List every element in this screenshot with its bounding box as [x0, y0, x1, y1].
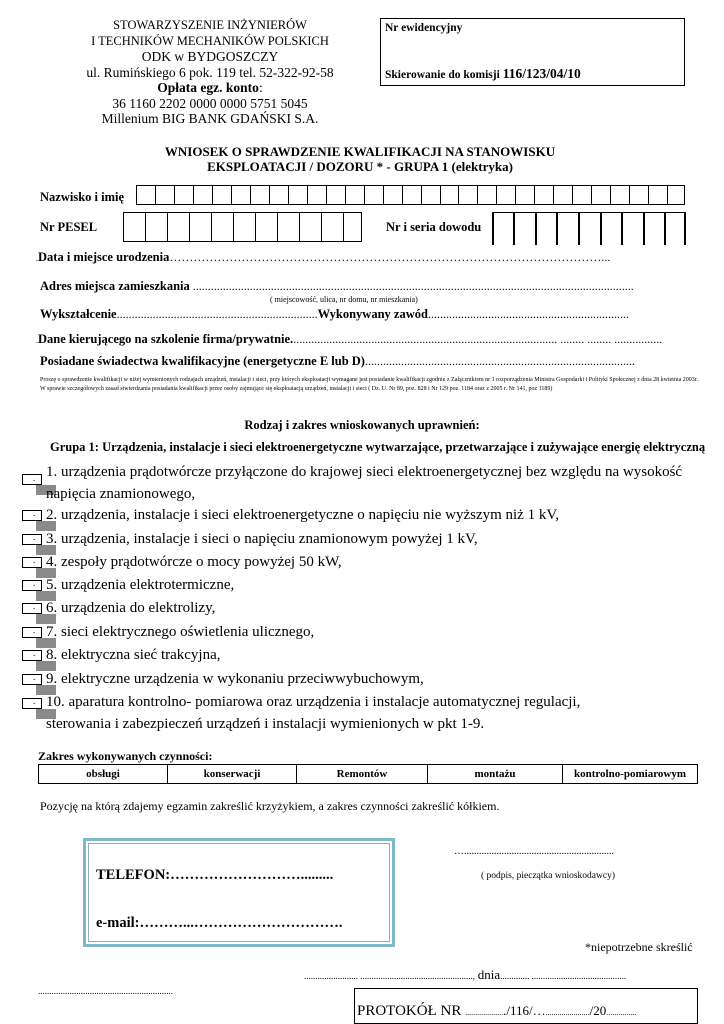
- organization-header: [60, 18, 360, 127]
- item-3: 3. urządzenia, instalacje i sieci o napięciu znamionowym powyżej 1 kV,: [46, 531, 478, 547]
- phone-field[interactable]: TELEFON:……………………….........: [96, 867, 334, 883]
- pesel-label: Nr PESEL: [40, 220, 98, 234]
- education-profession-field[interactable]: Wykształcenie...................................................................Wykonywany zawód...................................................................: [40, 307, 629, 321]
- pesel-grid[interactable]: [123, 212, 362, 242]
- item-2-checkbox[interactable]: [22, 510, 42, 521]
- id-label: Nr i seria dowodu: [386, 220, 482, 234]
- protocol-box[interactable]: [354, 988, 698, 1024]
- date-line[interactable]: ........................ .................................................., dnia............. ..........................................: [304, 967, 627, 982]
- email-field[interactable]: e-mail:………...………………………….: [96, 915, 343, 931]
- referral-line: [385, 66, 581, 82]
- address-label: Adres miejsca zamieszkania: [40, 279, 190, 293]
- section-heading: Rodzaj i zakres wnioskowanych uprawnień:: [244, 418, 480, 432]
- scope-label: Zakres wykonywanych czynności:: [38, 749, 213, 763]
- item-9: 9. elektryczne urządzenia w wykonaniu przeciwwybuchowym,: [46, 671, 424, 687]
- education-label: Wykształcenie: [40, 307, 117, 321]
- employer-field[interactable]: .Dane kierującego na szkolenie firma/prywatnie......................................................................................... ........ ........ ................: [36, 332, 663, 346]
- item-1: 1. urządzenia prądotwórcze przyłączone do krajowej sieci elektroenergetycznej bez względu na wysokość: [46, 464, 683, 480]
- item-8: 8. elektryczna sieć trakcyjna,: [46, 647, 221, 663]
- item-6: 6. urządzenia do elektrolizy,: [46, 600, 216, 616]
- org-name-line2: I TECHNIKÓW MECHANIKÓW POLSKICH: [91, 33, 329, 48]
- record-number-box[interactable]: [380, 18, 685, 86]
- dob-field[interactable]: .Data i miejsce urodzenia………………………………………………………………………………………………...: [36, 250, 611, 264]
- name-label: Nazwisko i imię: [40, 190, 125, 204]
- scope-conservation[interactable]: konserwacji: [168, 765, 297, 784]
- scope-maintenance-operation[interactable]: obsługi: [39, 765, 168, 784]
- item-4: 4. zespoły prądotwórcze o mocy powyżej 50 kW,: [46, 554, 342, 570]
- item-6-checkbox[interactable]: [22, 603, 42, 614]
- date-word: dnia: [477, 967, 501, 982]
- email-label: e-mail:: [96, 915, 140, 931]
- signature-hint: ( podpis, pieczątka wnioskodawcy): [481, 871, 616, 881]
- footnote: *niepotrzebne skreślić: [585, 940, 693, 954]
- scope-control-measurement[interactable]: kontrolno-pomiarowym: [563, 765, 698, 784]
- scope-repairs[interactable]: Remontów: [297, 765, 428, 784]
- id-grid[interactable]: [492, 212, 686, 245]
- item-10: 10. aparatura kontrolno- pomiarowa oraz urządzenia i instalacje automatycznej regulacji,: [46, 694, 581, 710]
- protocol-line: PROTOKÓŁ NR ..................../116/…....................../20...............: [357, 1003, 637, 1019]
- bank-account: 36 1160 2202 0000 0000 5751 5045: [112, 95, 308, 111]
- referral-label: Skierowanie do komisji: [385, 69, 500, 81]
- item-7-checkbox[interactable]: [22, 627, 42, 638]
- footer-left-line[interactable]: ............................................................: [38, 986, 173, 996]
- employer-label: Dane kierującego na szkolenie firma/prywatnie.: [38, 332, 294, 346]
- referral-number: 116/123/04/10: [502, 66, 581, 81]
- certificates-field[interactable]: Posiadane świadectwa kwalifikacyjne (energetyczne E lub D)..........................................................................................: [40, 354, 635, 368]
- contact-box: [83, 838, 395, 947]
- address-field[interactable]: Adres miejsca zamieszkania ...................................................................................................................................................: [40, 279, 634, 293]
- item-1-checkbox[interactable]: [22, 474, 42, 485]
- item-4-checkbox[interactable]: [22, 557, 42, 568]
- item-10-checkbox[interactable]: [22, 698, 42, 709]
- name-grid[interactable]: [136, 185, 685, 205]
- org-name-line1: STOWARZYSZENIE INŻYNIERÓW: [113, 18, 307, 32]
- bank-name: Millenium BIG BANK GDAŃSKI S.A.: [101, 111, 319, 126]
- form-title: [60, 144, 660, 174]
- item-8-checkbox[interactable]: [22, 650, 42, 661]
- protocol-label: PROTOKÓŁ NR: [357, 1003, 462, 1019]
- scope-table: [38, 764, 698, 784]
- record-number-label: Nr ewidencyjny: [385, 22, 463, 34]
- item-10-continued: sterowania i zabezpieczeń urządzeń i instalacji wymienionych w pkt 1-9.: [46, 716, 485, 732]
- address-hint: ( miejscowość, ulica, nr domu, nr mieszkania): [270, 295, 418, 304]
- dob-label: Data i miejsce urodzenia: [38, 250, 170, 264]
- item-7: 7. sieci elektrycznego oświetlenia ulicznego,: [46, 624, 315, 640]
- fee-label: Opłata egz. konto:: [157, 80, 263, 95]
- item-5: 5. urządzenia elektrotermiczne,: [46, 577, 235, 593]
- signature-line[interactable]: …............................................................: [454, 846, 614, 857]
- legal-note: Proszę o sprawdzenie kwalifikacji w niżej wymienionych rodzajach urządzeń, instalacji i sieci, przy których eksploatacji wymagane jest posiadanie kwalifikacji zgodnie z Załącznikiem nr 1 rozporządzenia Ministra Gospodarki i Polityki Społecznej z dnia 28 kwietnia 2003r. W sprawie szczegółowych zasad stwierdzania posiadania kwalifikacji przez osoby zajmujące się eksploatacją urządzeń, instalacji i sieci ( Dz. U. Nr 89, poz. 828 i Nr 129 poz. 1184 oraz z 2005 r. Nr 141, poz 1189): [40, 377, 698, 392]
- org-address: ul. Rumińskiego 6 pok. 119 tel. 52-322-92-58: [86, 64, 334, 80]
- item-2: 2. urządzenia, instalacje i sieci elektroenergetyczne o napięciu nie wyższym niż 1 kV,: [46, 507, 559, 523]
- form-title-line2: EKSPLOATACJI / DOZORU * - GRUPA 1 (elektryka): [207, 159, 513, 174]
- item-5-checkbox[interactable]: [22, 580, 42, 591]
- org-branch: ODK w BYDGOSZCZY: [141, 49, 279, 64]
- instruction-text: Pozycję na którą zdajemy egzamin zakreślić krzyżykiem, a zakres czynności zakreślić kółkiem.: [40, 799, 500, 813]
- form-title-line1: WNIOSEK O SPRAWDZENIE KWALIFIKACJI NA STANOWISKU: [164, 144, 556, 159]
- item-3-checkbox[interactable]: [22, 534, 42, 545]
- scope-assembly[interactable]: montażu: [428, 765, 563, 784]
- certificates-label: Posiadane świadectwa kwalifikacyjne (energetyczne E lub D): [40, 354, 365, 368]
- phone-label: TELEFON:: [96, 867, 171, 883]
- item-9-checkbox[interactable]: [22, 674, 42, 685]
- scope-row: [39, 765, 698, 784]
- group-heading: Grupa 1: Urządzenia, instalacje i sieci elektroenergetyczne wytwarzające, przetwarzające i zużywające energię elektryczną: [50, 440, 706, 454]
- item-1-continued: napięcia znamionowego,: [46, 486, 196, 502]
- profession-label: Wykonywany zawód: [317, 307, 428, 321]
